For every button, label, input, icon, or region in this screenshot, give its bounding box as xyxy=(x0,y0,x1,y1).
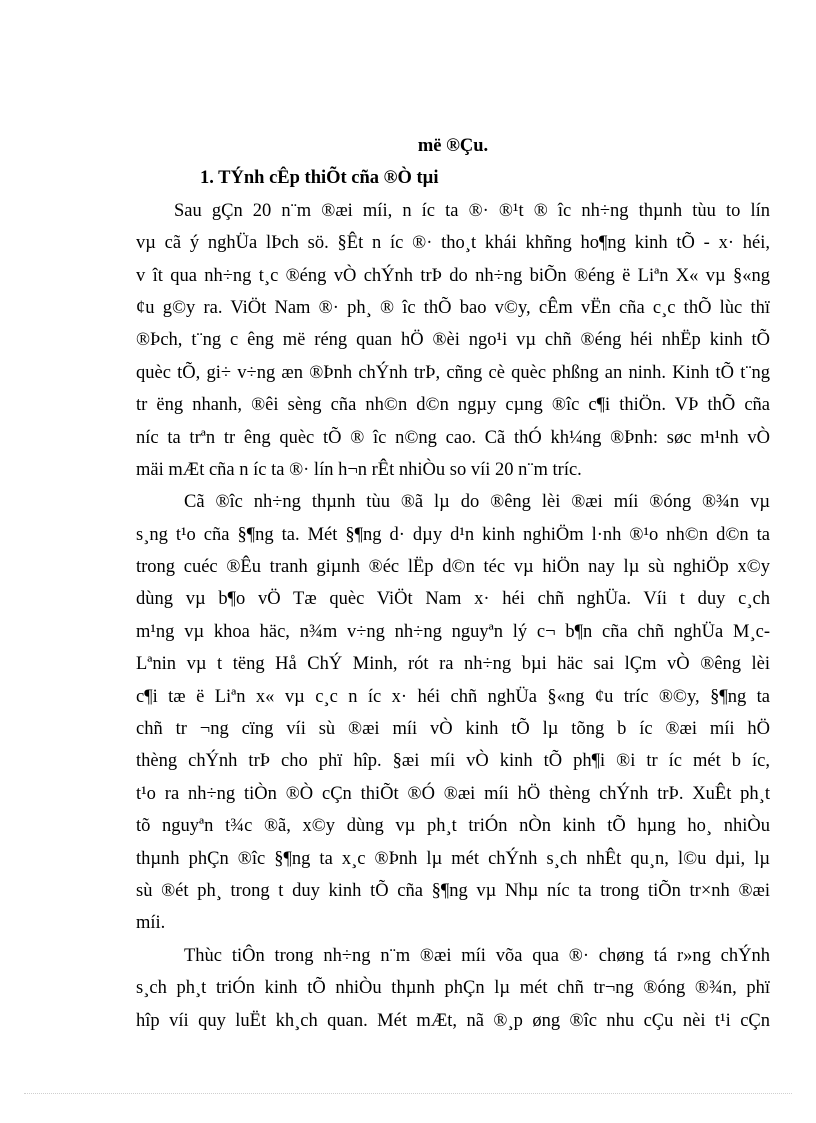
body-text-line: dùng vµ b¶o vÖ Tæ quèc ViÖt Nam x· héi chñ nghÜa. Víi t duy c¸ch xyxy=(136,589,770,610)
body-text-line: quèc tÕ, gi÷ v÷ng æn ®Þnh chÝnh trÞ, cñng cè quèc phßng an ninh. Kinh tÕ t¨ng xyxy=(136,362,770,383)
body-text-line: Lªnin vµ t tëng Hå ChÝ Minh, rót ra nh÷ng bµi häc sai lÇm vÒ ®êng lèi xyxy=(136,654,770,675)
body-text-line: tõ nguyªn t¾c ®ã, x©y dùng vµ ph¸t triÓn nÒn kinh tÕ hµng ho¸ nhiÒu xyxy=(136,816,770,837)
body-text-line: Thùc tiÔn trong nh÷ng n¨m ®æi míi võa qua ®· chøng tá r»ng chÝnh xyxy=(184,945,770,966)
body-text-line: s¸ng t¹o cña §¶ng ta. Mét §¶ng d· dµy d¹n kinh nghiÖm l·nh ®¹o nh©n d©n ta xyxy=(136,524,770,545)
body-text-line: míi. xyxy=(136,913,166,934)
body-text-line: ¢u g©y ra. ViÖt Nam ®· ph¸ ® îc thÕ bao v©y, cÊm vËn cña c¸c thÕ lùc thï xyxy=(136,297,770,318)
body-text-line: hîp víi quy luËt kh¸ch quan. Mét mÆt, nã ®¸p øng ®îc nhu cÇu nèi t¹i cÇn xyxy=(136,1010,770,1031)
body-text-line: m¹ng vµ khoa häc, n¾m v÷ng nh÷ng nguyªn lý c¬ b¶n cña chñ nghÜa M¸c- xyxy=(136,621,770,642)
page-bottom-rule xyxy=(24,1093,792,1094)
body-text-line: níc ta trªn tr êng quèc tÕ ® îc n©ng cao. Cã thÓ kh¼ng ®Þnh: søc m¹nh vÒ xyxy=(136,427,770,448)
body-text-line: ®Þch, t¨ng c êng më réng quan hÖ ®èi ngo¹i vµ chñ ®éng héi nhËp kinh tÕ xyxy=(136,330,770,351)
document-heading: më ®Çu. xyxy=(417,136,489,156)
body-text-line: sù ®ét ph¸ trong t duy kinh tÕ cña §¶ng vµ Nhµ níc ta trong tiÕn tr×nh ®æi xyxy=(136,880,770,901)
body-text-line: Cã ®îc nh÷ng thµnh tùu ®ã lµ do ®êng lèi ®æi míi ®óng ®¾n vµ xyxy=(184,492,770,513)
body-text-line: s¸ch ph¸t triÓn kinh tÕ nhiÒu thµnh phÇn lµ mét chñ tr¬ng ®óng ®¾n, phï xyxy=(136,978,770,999)
body-text-line: vµ cã ý nghÜa lÞch sö. §Êt n íc ®· tho¸t khái khñng ho¶ng kinh tÕ - x· héi, xyxy=(136,233,770,254)
body-text-line: c¶i tæ ë Liªn x« vµ c¸c n íc x· héi chñ nghÜa §«ng ¢u tríc ®©y, §¶ng ta xyxy=(136,686,770,707)
body-text-line: v ît qua nh÷ng t¸c ®éng vÒ chÝnh trÞ do nh÷ng biÕn ®éng ë Liªn X« vµ §«ng xyxy=(136,265,770,286)
body-text-line: t¹o ra nh÷ng tiÒn ®Ò cÇn thiÕt ®Ó ®æi míi hÖ thèng chÝnh trÞ. XuÊt ph¸t xyxy=(136,783,770,804)
body-text-line: thµnh phÇn ®îc §¶ng ta x¸c ®Þnh lµ mét chÝnh s¸ch nhÊt qu¸n, l©u dµi, lµ xyxy=(136,848,770,869)
document-body xyxy=(136,130,770,1037)
body-text-line: thèng chÝnh trÞ cho phï hîp. §æi míi vÒ kinh tÕ ph¶i ®i tr íc mét b íc, xyxy=(136,751,770,772)
section-title: 1. TÝnh cÊp thiÕt cña ®Ò tµi xyxy=(200,168,439,189)
body-text-line: chñ tr ¬ng cïng víi sù ®æi míi vÒ kinh tÕ lµ tõng b íc ®æi míi hÖ xyxy=(136,719,770,740)
body-text-line: trong cuéc ®Êu tranh giµnh ®éc lËp d©n téc vµ hiÖn nay lµ sù nghiÖp x©y xyxy=(136,557,770,578)
body-text-line: tr ëng nhanh, ®êi sèng cña nh©n d©n ngµy cµng ®îc c¶i thiÖn. VÞ thÕ cña xyxy=(136,395,770,416)
body-text-line: mäi mÆt cña n íc ta ®· lín h¬n rÊt nhiÒu so víi 20 n¨m tríc. xyxy=(136,459,582,480)
body-text-line: Sau gÇn 20 n¨m ®æi míi, n íc ta ®· ®¹t ® îc nh÷ng thµnh tùu to lín xyxy=(174,200,770,221)
